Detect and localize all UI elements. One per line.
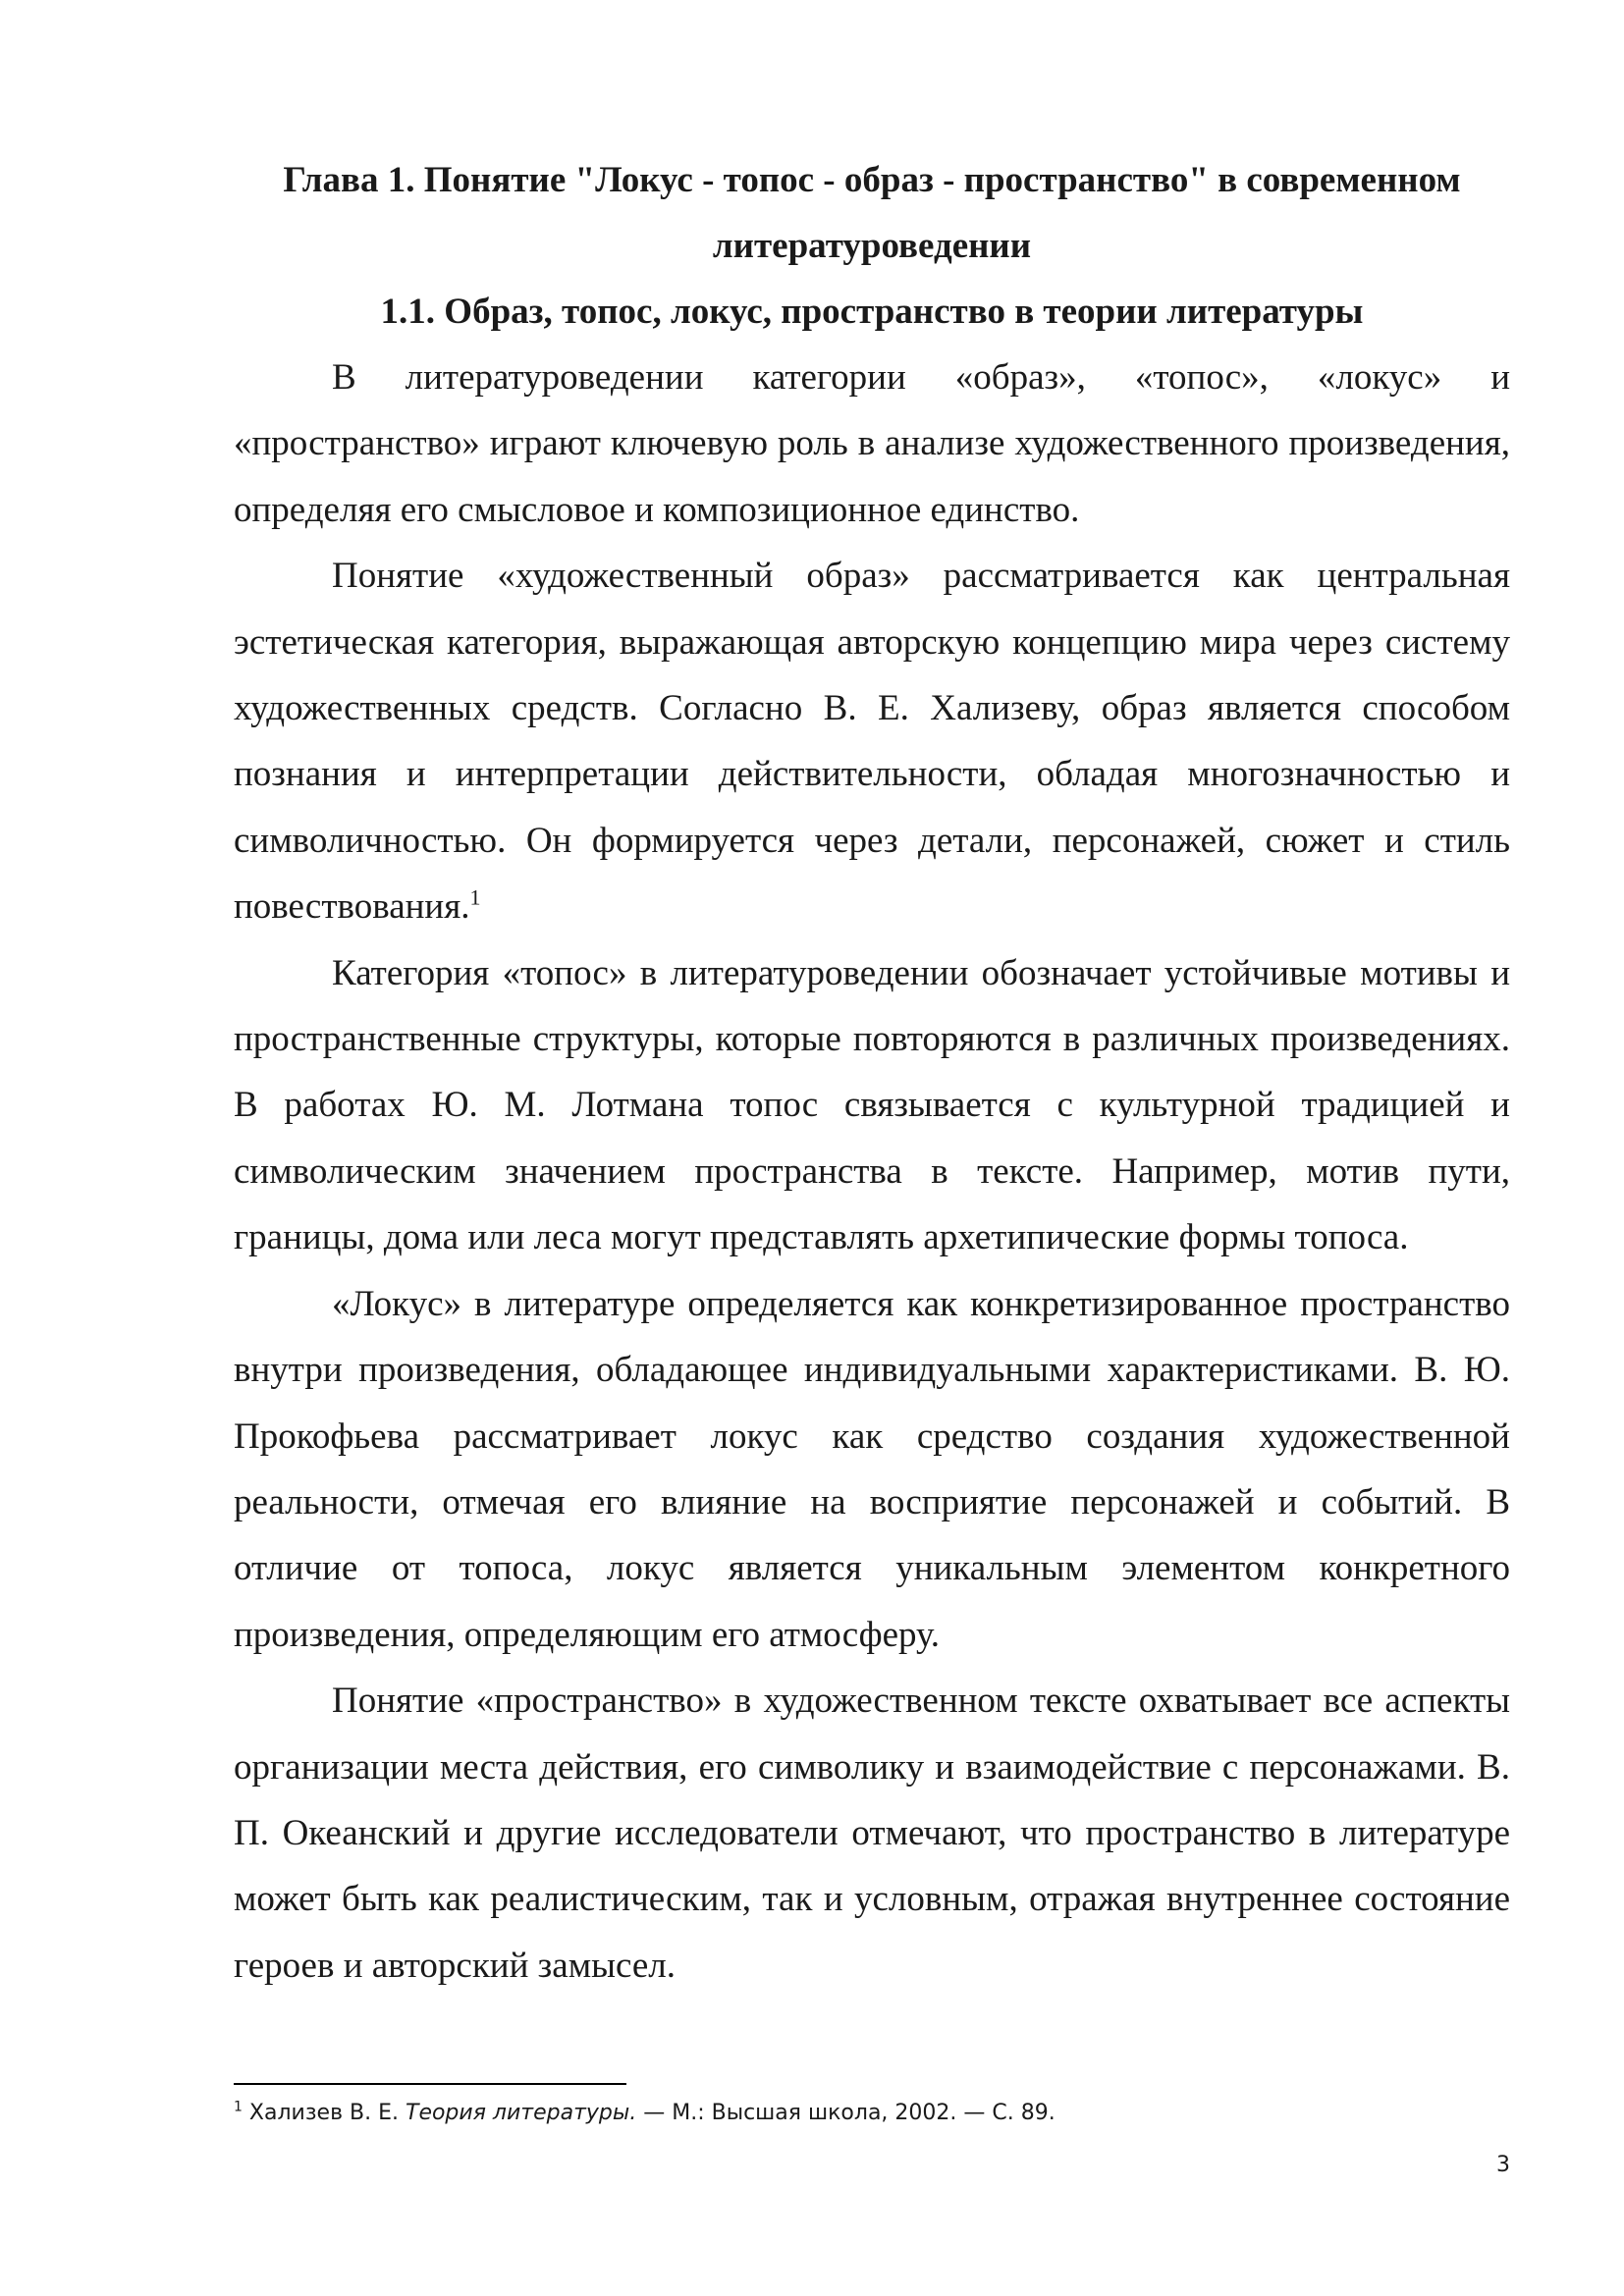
chapter-title (234, 147, 1510, 279)
footnote-reference: 1 (469, 884, 481, 910)
paragraph-4: «Локус» в литературе определяется как конкретизированное пространство внутри произведения, обладающее индивидуальными характеристиками. В. Ю. Прокофьева рассматривает локус как средство создания художественной реальности, отмечая его влияние на восприятие персонажей и событий. В отличие от топоса, локус является уникальным элементом конкретного произведения, определяющим его атмосферу. (234, 1283, 1510, 1655)
paragraph-2 (234, 543, 1510, 939)
footnote-publisher: — М.: Высшая школа, 2002. — С. 89. (636, 2101, 1056, 2125)
paragraph-3: Категория «топос» в литературоведении обозначает устойчивые мотивы и пространственные структуры, которые повторяются в различных произведениях. В работах Ю. М. Лотмана топос связывается с культурной традицией и символическим значением пространства в тексте. Например, мотив пути, границы, дома или леса могут представлять архетипические формы топоса. (234, 952, 1510, 1258)
chapter-title-line2: литературоведении (712, 226, 1032, 266)
page-body (234, 147, 1510, 1999)
footnote-book-title: Теория литературы. (406, 2101, 637, 2125)
footnote-number: 1 (234, 2099, 243, 2115)
paragraph-1: В литературоведении категории «образ», «топос», «локус» и «пространство» играют ключевую роль в анализе художественного произведения, определяя его смысловое и композиционное единство. (234, 357, 1510, 530)
page-number: 3 (1496, 2153, 1510, 2177)
footnote-author: Хализев В. Е. (248, 2101, 406, 2125)
paragraph-5: Понятие «пространство» в художественном тексте охватывает все аспекты организации места действия, его символику и взаимодействие с персонажами. В. П. Океанский и другие исследователи отмечают, что пространство в литературе может быть как реалистическим, так и условным, отражая внутреннее состояние героев и авторский замысел. (234, 1681, 1510, 1986)
footnote (234, 2098, 1056, 2129)
section-title: 1.1. Образ, топос, локус, пространство в теории литературы (380, 292, 1364, 332)
chapter-title-line1: Глава 1. Понятие "Локус - топос - образ - пространство" в современном (283, 160, 1461, 200)
footnote-divider (234, 2083, 626, 2085)
paragraph-2-text: Понятие «художественный образ» рассматривается как центральная эстетическая категория, выражающая авторскую концепцию мира через систему художественных средств. Согласно В. Е. Хализеву, образ является способом познания и интерпретации действительности, обладая многозначностью и символичностью. Он формируется через детали, персонажей, сюжет и стиль повествования. (234, 556, 1510, 928)
